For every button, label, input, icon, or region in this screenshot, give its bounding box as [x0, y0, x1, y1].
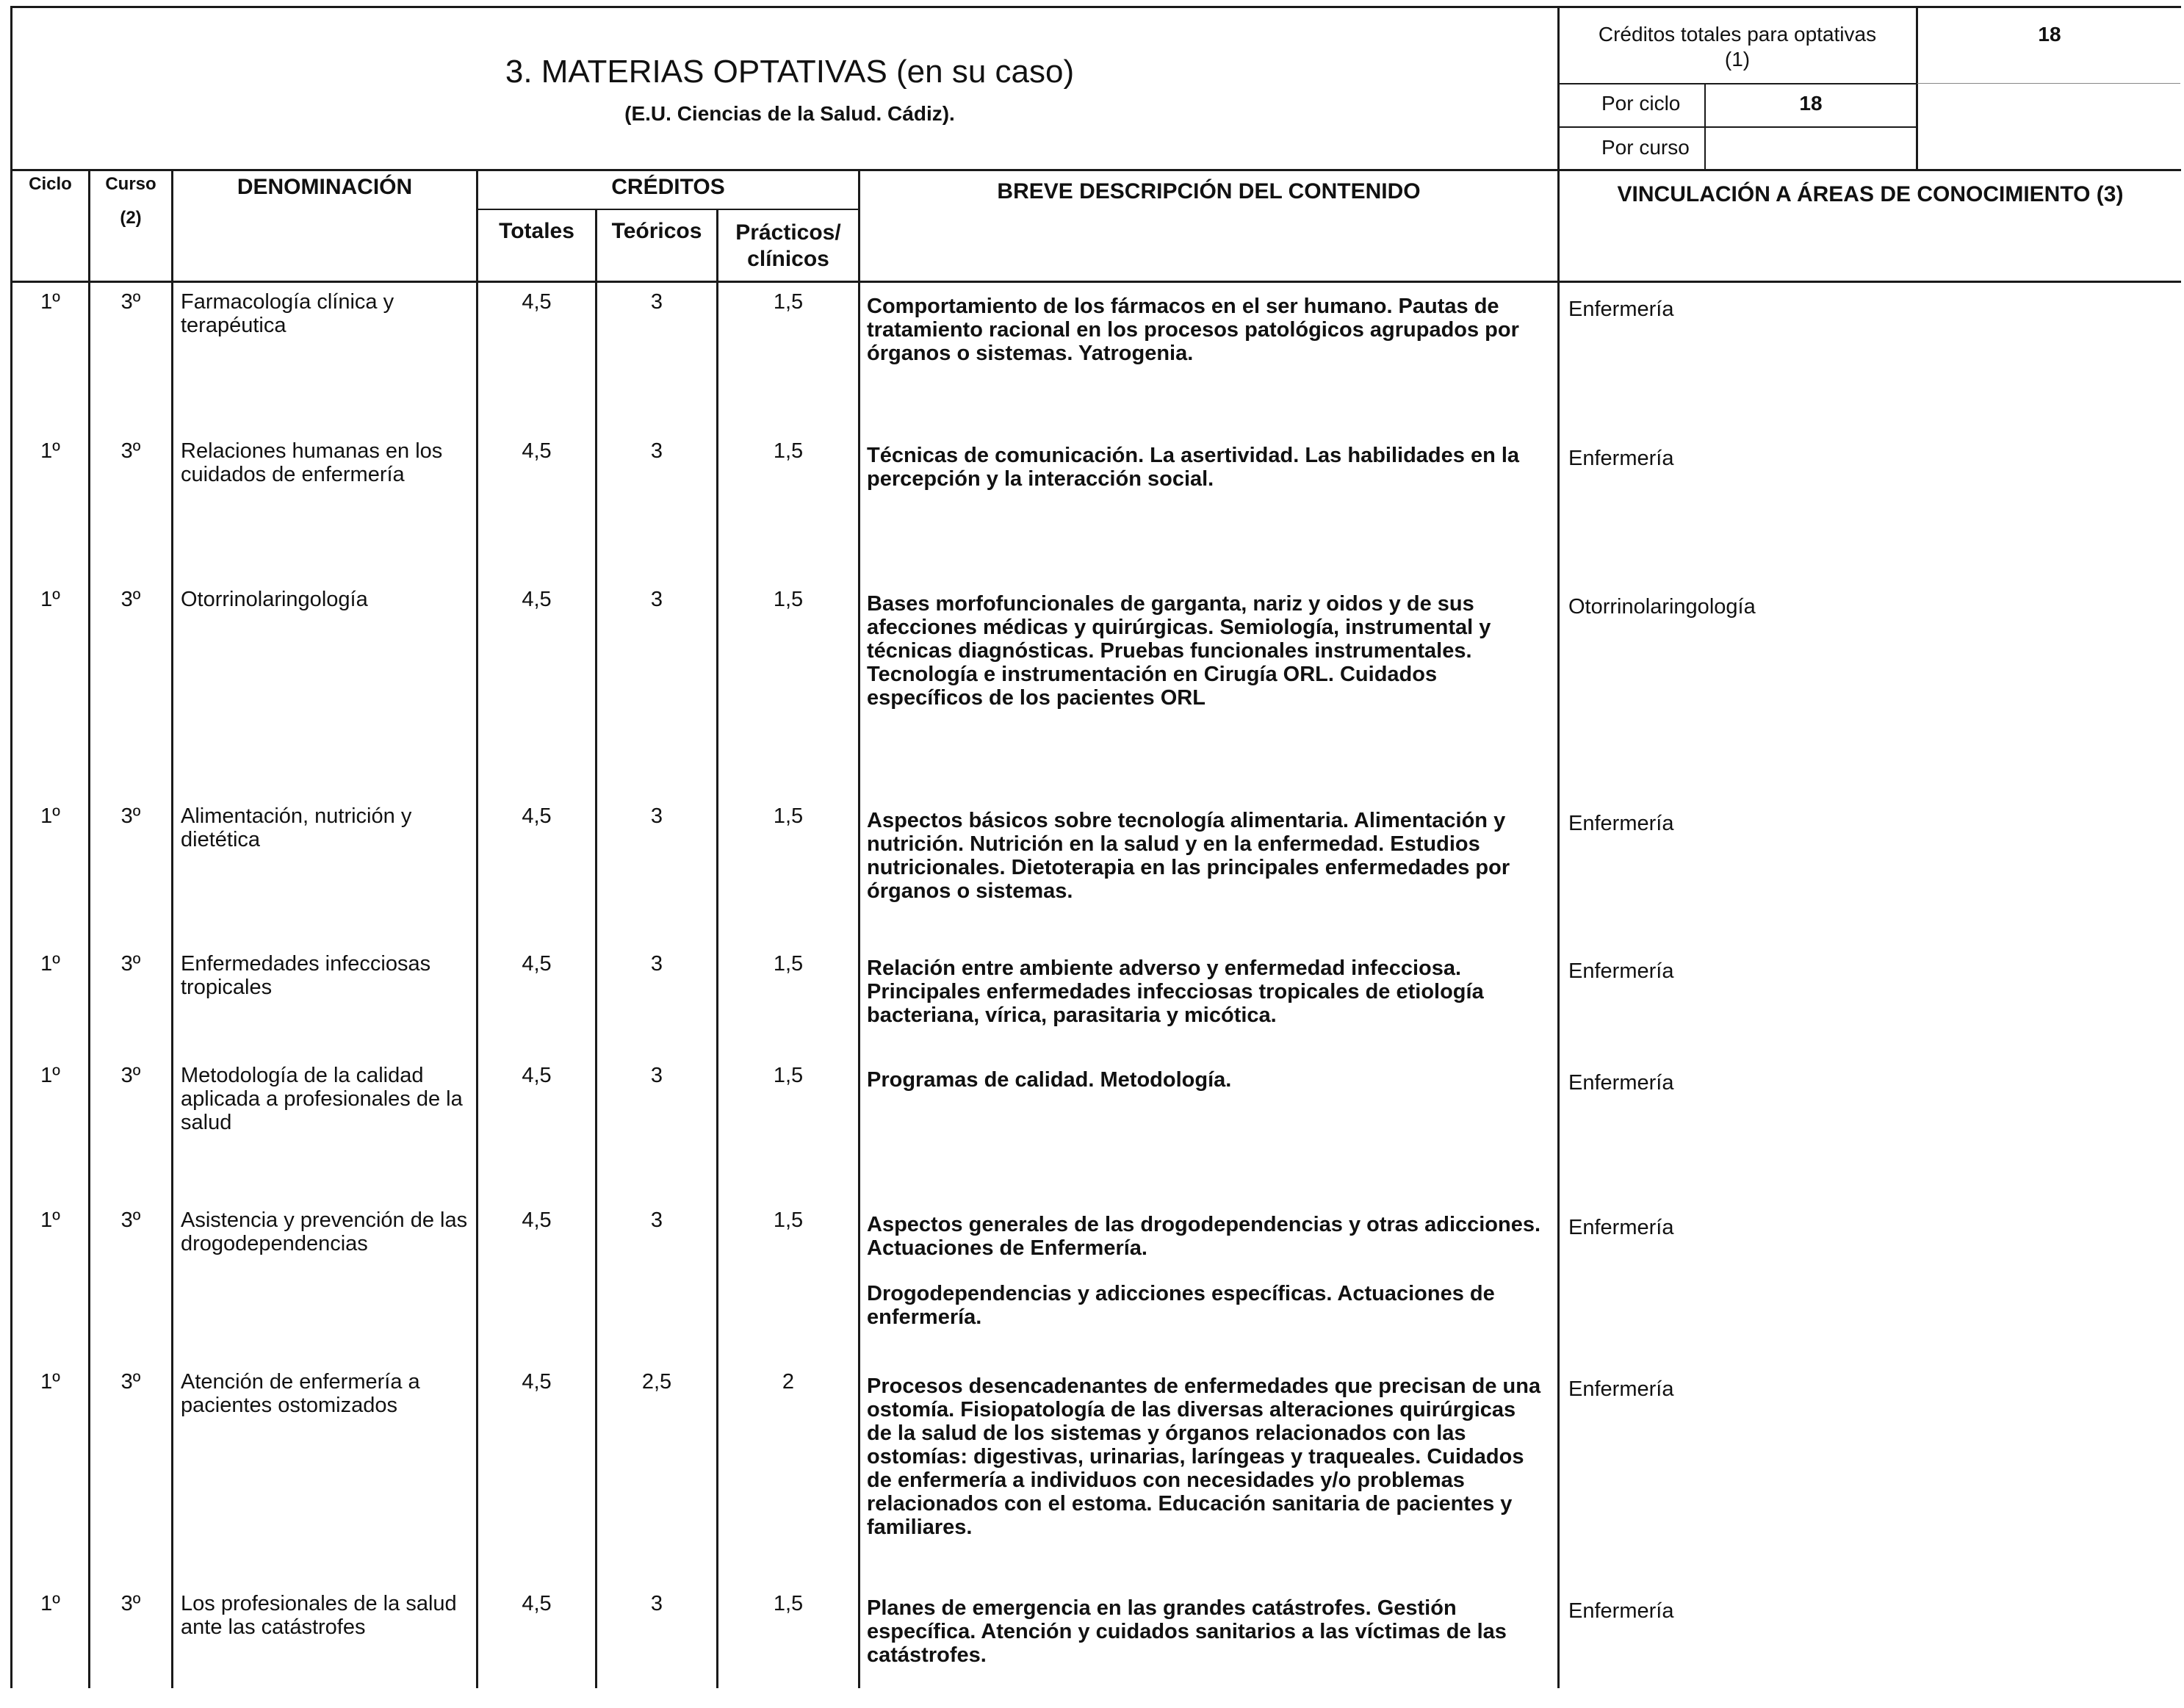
row-denominacion: Metodología de la calidad aplicada a profesionales de la salud: [181, 1064, 463, 1134]
row-denominacion: Farmacología clínica y terapéutica: [181, 290, 394, 337]
row-descripcion: Procesos desencadenantes de enfermedades que precisan de una ostomía. Fisiopatología de las diversas alteraciones quirúrgicas de la salud de los sistemas y órganos relacionados con las ostomías: digestivas, urinarias, laríngeas y traqueales. Cuidados de enfermería a individuos con necesidades y/o problemas relacionados con el estoma. Educación sanitaria de pacientes y familiares.: [867, 1374, 1541, 1539]
rule-creditos-sub: [476, 209, 859, 210]
row-descripcion: Aspectos generales de las drogodependencias y otras adicciones. Actuaciones de Enfermería.: [867, 1213, 1541, 1260]
col-line-ciclo: [88, 169, 90, 1688]
page-subtitle: (E.U. Ciencias de la Salud. Cádiz).: [624, 102, 955, 125]
row-practicos: 1,5: [773, 439, 804, 463]
row-teoricos: 3: [650, 952, 663, 976]
row-totales: 4,5: [522, 952, 552, 976]
col-line-creditos: [858, 169, 860, 1688]
col-line-teoricos: [716, 209, 718, 1688]
por-ciclo-value: 18: [1799, 92, 1823, 115]
row-curso: 3º: [120, 804, 141, 828]
credits-total-label: Créditos totales para optativas: [1598, 23, 1877, 46]
row-curso: 3º: [120, 1208, 141, 1232]
row-curso: 3º: [120, 1592, 141, 1615]
row-descripcion: Comportamiento de los fármacos en el ser humano. Pautas de tratamiento racional en los procesos patológicos agrupados por órganos o sistemas. Yatrogenia.: [867, 295, 1519, 365]
header-practicos-line1: Prácticos/: [735, 220, 841, 245]
credits-total-note: (1): [1724, 48, 1751, 71]
row-denominacion: Asistencia y prevención de las drogodependencias: [181, 1208, 468, 1255]
header-totales: Totales: [499, 219, 574, 243]
header-curso-note: (2): [120, 208, 142, 228]
rule-box-right-dash: [1917, 83, 2180, 84]
row-descripcion: Programas de calidad. Metodología.: [867, 1068, 1232, 1092]
row-area: Enfermería: [1568, 1216, 1674, 1239]
row-teoricos: 2,5: [641, 1370, 672, 1394]
row-denominacion: Alimentación, nutrición y dietética: [181, 804, 412, 851]
page-title: 3. MATERIAS OPTATIVAS (en su caso): [505, 54, 1075, 90]
row-ciclo: 1º: [40, 804, 60, 828]
row-totales: 4,5: [522, 588, 552, 611]
row-descripcion: Técnicas de comunicación. La asertividad. Las habilidades en la percepción y la interacción social.: [867, 444, 1520, 491]
row-totales: 4,5: [522, 804, 552, 828]
row-teoricos: 3: [650, 804, 663, 828]
row-ciclo: 1º: [40, 290, 60, 314]
por-curso-label: Por curso: [1601, 136, 1690, 159]
row-teoricos: 3: [650, 290, 663, 314]
row-ciclo: 1º: [40, 439, 60, 463]
row-descripcion: Planes de emergencia en las grandes catástrofes. Gestión específica. Atención y cuidados sanitarios a las víctimas de las catástrofes.: [867, 1596, 1507, 1667]
header-vinculacion: VINCULACIÓN A ÁREAS DE CONOCIMIENTO (3): [1617, 182, 2124, 206]
row-teoricos: 3: [650, 1208, 663, 1232]
row-teoricos: 3: [650, 439, 663, 463]
col-line-totales: [595, 209, 597, 1688]
row-practicos: 1,5: [773, 952, 804, 976]
row-totales: 4,5: [522, 1592, 552, 1615]
col-line-desc: [1557, 281, 1560, 1688]
row-practicos: 1,5: [773, 1208, 804, 1232]
rule-top: [10, 6, 2181, 8]
header-creditos: CRÉDITOS: [611, 175, 725, 199]
credits-total-value: 18: [2038, 23, 2061, 46]
row-denominacion: Los profesionales de la salud ante las catástrofes: [181, 1592, 457, 1639]
row-practicos: 1,5: [773, 1592, 804, 1615]
por-ciclo-label: Por ciclo: [1601, 92, 1681, 115]
row-curso: 3º: [120, 952, 141, 976]
row-teoricos: 3: [650, 588, 663, 611]
row-descripcion: Aspectos básicos sobre tecnología alimentaria. Alimentación y nutrición. Nutrición en la salud y en la enfermedad. Estudios nutricionales. Dietoterapia en las principales enfermedades por órganos o sistemas.: [867, 809, 1510, 903]
row-ciclo: 1º: [40, 952, 60, 976]
row-denominacion: Atención de enfermería a pacientes ostomizados: [181, 1370, 420, 1417]
row-curso: 3º: [120, 290, 141, 314]
row-area: Enfermería: [1568, 298, 1674, 321]
row-area: Enfermería: [1568, 1599, 1674, 1623]
rule-box-v-inner: [1704, 83, 1706, 171]
row-totales: 4,5: [522, 1208, 552, 1232]
row-totales: 4,5: [522, 439, 552, 463]
row-denominacion: Enfermedades infecciosas tropicales: [181, 952, 431, 999]
header-teoricos: Teóricos: [611, 219, 702, 243]
row-area: Enfermería: [1568, 1377, 1674, 1401]
rule-header-bottom: [10, 169, 2181, 171]
row-area: Enfermería: [1568, 959, 1674, 983]
row-practicos: 1,5: [773, 588, 804, 611]
row-descripcion: Bases morfofuncionales de garganta, nariz y oidos y de sus afecciones médicas y quirúrgicas. Semiología, instrumental y técnicas diagnósticas. Pruebas funcionales instrumentales. Tecnología e instrumentación en Cirugía ORL. Cuidados específicos de los pacientes ORL: [867, 592, 1491, 710]
row-curso: 3º: [120, 439, 141, 463]
rule-left: [10, 6, 12, 1688]
row-ciclo: 1º: [40, 1064, 60, 1087]
row-curso: 3º: [120, 1064, 141, 1087]
row-area: Otorrinolaringología: [1568, 595, 1756, 619]
row-denominacion: Otorrinolaringología: [181, 588, 368, 611]
header-curso: Curso: [105, 174, 156, 194]
row-totales: 4,5: [522, 1064, 552, 1087]
header-descripcion: BREVE DESCRIPCIÓN DEL CONTENIDO: [997, 179, 1421, 203]
rule-box-split: [1916, 6, 1918, 171]
row-descripcion-extra: Drogodependencias y adicciones específicas. Actuaciones de enfermería.: [867, 1282, 1495, 1329]
row-ciclo: 1º: [40, 588, 60, 611]
row-curso: 3º: [120, 1370, 141, 1394]
header-denominacion: DENOMINACIÓN: [237, 175, 413, 199]
rule-columns-bottom: [10, 281, 2181, 283]
row-area: Enfermería: [1568, 1071, 1674, 1095]
rule-box-h1: [1557, 83, 1917, 84]
row-totales: 4,5: [522, 1370, 552, 1394]
row-ciclo: 1º: [40, 1592, 60, 1615]
row-curso: 3º: [120, 588, 141, 611]
row-denominacion: Relaciones humanas en los cuidados de enfermería: [181, 439, 443, 486]
row-area: Enfermería: [1568, 812, 1674, 835]
header-ciclo: Ciclo: [29, 174, 72, 194]
row-ciclo: 1º: [40, 1208, 60, 1232]
header-practicos-line2: clínicos: [747, 247, 829, 271]
row-ciclo: 1º: [40, 1370, 60, 1394]
col-line-name: [476, 169, 478, 1688]
rule-box-h2: [1557, 126, 1917, 128]
row-practicos: 1,5: [773, 290, 804, 314]
col-line-curso: [171, 169, 173, 1688]
row-teoricos: 3: [650, 1064, 663, 1087]
row-practicos: 1,5: [773, 804, 804, 828]
row-teoricos: 3: [650, 1592, 663, 1615]
rule-box-left: [1557, 6, 1560, 282]
row-practicos: 2: [782, 1370, 795, 1394]
row-totales: 4,5: [522, 290, 552, 314]
row-practicos: 1,5: [773, 1064, 804, 1087]
row-descripcion: Relación entre ambiente adverso y enfermedad infecciosa. Principales enfermedades infecciosas tropicales de etiología bacteriana, vírica, parasitaria y micótica.: [867, 956, 1484, 1027]
row-area: Enfermería: [1568, 447, 1674, 470]
